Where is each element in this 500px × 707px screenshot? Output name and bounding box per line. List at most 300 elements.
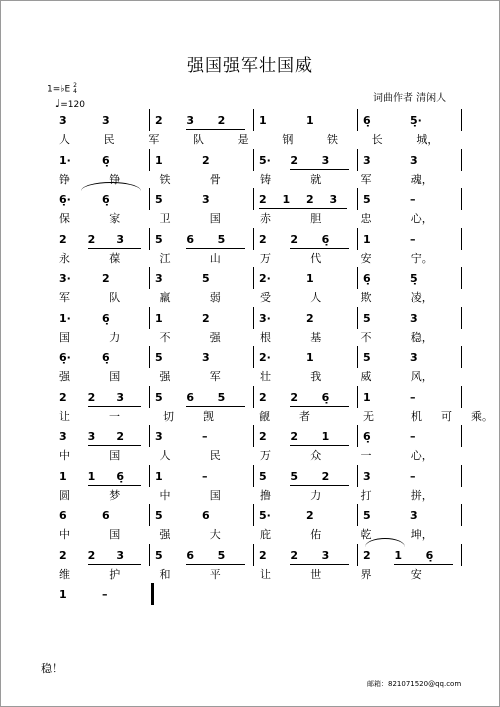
lyric: 拼， <box>410 488 433 502</box>
barline <box>461 267 462 289</box>
barline <box>357 425 358 447</box>
note: 5· <box>259 509 271 522</box>
lyric: 人 <box>59 133 70 146</box>
barline <box>149 307 150 329</box>
note: 6 <box>59 509 67 522</box>
note: 3· <box>259 311 271 325</box>
barline <box>149 228 150 250</box>
lyric-row <box>1 331 499 347</box>
lyric: 中 <box>59 528 70 541</box>
lyric: 平 <box>209 567 221 581</box>
lyric: 安 <box>410 567 422 581</box>
beam-underline <box>290 564 349 565</box>
barline <box>149 504 150 526</box>
note: 3 <box>87 430 96 443</box>
lyric: 国 <box>109 449 121 462</box>
lyric-row <box>1 252 499 268</box>
note: 2 <box>321 469 330 483</box>
note: 1 <box>59 469 67 483</box>
note: 2 <box>306 193 314 206</box>
barline <box>357 228 358 250</box>
note: 1· <box>59 153 71 167</box>
beam-underline <box>88 248 141 249</box>
note: 2 <box>202 153 210 167</box>
note: 1 <box>306 114 314 127</box>
lyric: 长 <box>371 133 383 146</box>
barline <box>357 267 358 289</box>
lyric: 护 <box>109 567 121 581</box>
note: 3 <box>410 153 418 167</box>
lyric: 心， <box>410 212 433 225</box>
notation-row <box>1 425 499 449</box>
time-den: 4 <box>73 88 77 95</box>
lyric-row <box>1 173 499 189</box>
notation-row <box>1 346 499 370</box>
lyric-row <box>1 449 499 465</box>
note: 6 <box>202 509 210 522</box>
barline <box>253 465 254 487</box>
lyric: 强 <box>159 528 171 541</box>
barline <box>461 307 462 329</box>
lyric: 壮 <box>260 370 271 383</box>
note: 3 <box>363 469 371 483</box>
barline <box>253 188 254 210</box>
beam-underline <box>394 564 453 565</box>
note: 3 <box>116 232 124 246</box>
barline <box>253 149 254 171</box>
note: 6̣ <box>321 390 330 404</box>
lyric-row <box>1 410 499 426</box>
note: 2 <box>290 153 298 167</box>
beam-underline <box>290 485 349 486</box>
lyric: 力 <box>109 330 121 344</box>
note: 2 <box>202 311 210 325</box>
note: 3 <box>59 430 67 443</box>
note: 3 <box>59 114 67 127</box>
lyric: 人 <box>310 291 322 304</box>
barline <box>149 386 150 408</box>
time-num: 2 <box>73 82 77 89</box>
barline <box>149 267 150 289</box>
lyric-row <box>1 212 499 228</box>
lyric: 铮 <box>109 172 121 186</box>
note: 6 <box>102 509 110 522</box>
notation-row <box>1 149 499 173</box>
note: 5 <box>155 232 163 246</box>
note: – <box>410 232 416 246</box>
barline <box>357 149 358 171</box>
lyric: 一 <box>360 449 372 462</box>
beam-underline <box>290 248 349 249</box>
lyric: 中 <box>159 488 171 502</box>
tempo-value: =120 <box>60 100 85 110</box>
beam-underline <box>186 129 245 130</box>
lyric: 宁。 <box>410 251 433 265</box>
lyric: 欺 <box>360 291 372 304</box>
barline <box>461 504 462 526</box>
note: 2 <box>290 430 298 443</box>
lyric: 基 <box>310 330 322 344</box>
lyric: 庇 <box>260 528 271 541</box>
note: – <box>410 469 416 483</box>
note: 5 <box>155 351 163 364</box>
note: 3 <box>410 351 418 364</box>
note: 3 <box>202 351 210 364</box>
note: 2 <box>155 114 163 127</box>
note: 6̣ <box>102 351 110 364</box>
lyric: 和 <box>159 567 171 581</box>
lyric: 军 <box>209 370 221 383</box>
lyric: 铁 <box>159 172 171 186</box>
lyric: 佑 <box>310 528 322 541</box>
lyric: 根 <box>260 330 271 344</box>
note: 5̣· <box>410 114 422 127</box>
notation-row <box>1 188 499 212</box>
note: – <box>202 430 208 443</box>
lyric: 国 <box>209 212 221 225</box>
note: 5 <box>363 193 371 206</box>
lyric-row <box>1 291 499 307</box>
lyric: 威 <box>360 370 372 383</box>
note: 3 <box>155 430 163 443</box>
note: 5 <box>202 272 210 285</box>
note: 3· <box>59 272 71 285</box>
lyric: 机 <box>411 409 422 423</box>
note: 2 <box>259 430 267 443</box>
lyric: 打 <box>360 488 372 502</box>
note: 3 <box>321 153 330 167</box>
lyric: 国 <box>59 330 70 344</box>
lyric: 军 <box>148 133 160 146</box>
note: 3 <box>410 311 418 325</box>
quarter-note-icon: ♩ <box>55 97 61 110</box>
lyric: 坤， <box>410 528 433 541</box>
lyric: 可 <box>441 409 452 423</box>
barline <box>253 109 254 131</box>
note: 5 <box>290 469 298 483</box>
lyric: 铁 <box>327 133 338 146</box>
note: 5 <box>217 548 226 562</box>
lyric: 凌， <box>410 291 433 304</box>
key-text: 1=♭E <box>47 84 71 95</box>
note: 1 <box>87 469 96 483</box>
lyric: 铮 <box>59 172 70 186</box>
note: 6̣ <box>102 311 110 325</box>
note: 5 <box>217 390 226 404</box>
barline <box>253 267 254 289</box>
note: 3 <box>321 548 330 562</box>
notation-row <box>1 267 499 291</box>
note: 2 <box>59 390 67 404</box>
barline <box>149 425 150 447</box>
lyric: 万 <box>260 449 271 462</box>
barline <box>149 465 150 487</box>
notation-row <box>1 544 499 568</box>
lyric: 军 <box>360 172 372 186</box>
note: 2 <box>259 548 267 562</box>
note: 2· <box>259 351 271 364</box>
note: 2 <box>217 114 226 127</box>
barline <box>149 346 150 368</box>
notation-row <box>1 386 499 410</box>
lyric-row <box>1 489 499 505</box>
lyric: 力 <box>310 488 322 502</box>
notation-row <box>1 228 499 252</box>
barline <box>357 465 358 487</box>
barline <box>461 188 462 210</box>
barline <box>253 504 254 526</box>
lyric: 梦 <box>109 488 121 502</box>
note: – <box>410 390 416 404</box>
beam-underline <box>88 485 141 486</box>
beam-underline <box>88 564 141 565</box>
barline <box>461 465 462 487</box>
lyric: 家 <box>109 212 121 225</box>
note: 1 <box>321 430 330 443</box>
note: 5 <box>363 509 371 522</box>
lyric: 胆 <box>310 212 322 225</box>
lyric: 强 <box>159 370 171 383</box>
note: 3 <box>102 114 110 127</box>
note: 5 <box>155 390 163 404</box>
lyric: 撸 <box>260 488 271 502</box>
lyric: 中 <box>59 449 70 462</box>
lyric: 骨 <box>209 172 221 186</box>
lyric: 万 <box>260 251 271 265</box>
note: 6 <box>186 548 194 562</box>
barline <box>357 307 358 329</box>
beam-underline <box>186 248 245 249</box>
beam-underline <box>88 406 141 407</box>
lyric: 人 <box>159 449 171 462</box>
lyric: 弱 <box>209 291 221 304</box>
note: 6̣ <box>363 272 371 285</box>
barline <box>357 544 358 566</box>
note: 2 <box>363 548 371 562</box>
note: – <box>410 193 416 206</box>
lyric: 就 <box>310 172 322 186</box>
lyric-row <box>1 370 499 386</box>
note: 2 <box>290 232 298 246</box>
note: 2 <box>290 390 298 404</box>
lyric: 钢 <box>282 133 294 146</box>
key-signature <box>47 83 77 96</box>
barline <box>253 425 254 447</box>
note: 6̣· <box>59 193 71 206</box>
note: 1 <box>59 588 67 601</box>
beam-underline <box>259 208 347 209</box>
lyric: 觎 <box>259 409 270 423</box>
note: 5 <box>155 548 163 562</box>
lyric-row <box>1 528 499 544</box>
lyric: 切 <box>163 409 174 423</box>
note: – <box>410 430 416 443</box>
barline <box>461 544 462 566</box>
lyric: 觊 <box>203 409 214 423</box>
note: 5 <box>217 232 226 246</box>
note: 2 <box>259 193 267 206</box>
author-credit: 词曲作者 清闲人 <box>373 93 447 104</box>
note: 1 <box>363 232 371 246</box>
lyric: 队 <box>109 291 121 304</box>
beam-underline <box>290 169 349 170</box>
notation-row <box>1 465 499 489</box>
lyric: 世 <box>310 567 322 581</box>
barline <box>461 346 462 368</box>
note: 6̣ <box>102 193 110 206</box>
barline <box>357 346 358 368</box>
note: 6̣ <box>102 153 110 167</box>
lyric: 队 <box>193 133 204 146</box>
lyric: 乘。 <box>471 409 493 423</box>
note: 5· <box>259 153 271 167</box>
barline <box>461 228 462 250</box>
lyric: 国 <box>109 370 121 383</box>
note: 2 <box>59 548 67 562</box>
note: 3 <box>116 548 124 562</box>
barline <box>149 188 150 210</box>
beam-underline <box>290 406 349 407</box>
lyric: 风， <box>410 370 433 383</box>
note: 3 <box>329 193 338 206</box>
lyric: 民 <box>103 133 115 146</box>
barline <box>149 149 150 171</box>
beam-underline <box>88 445 141 446</box>
final-barline <box>151 583 154 605</box>
notation-row <box>1 504 499 528</box>
notation-row <box>1 109 499 133</box>
lyric: 维 <box>59 567 70 581</box>
notation-row <box>1 307 499 331</box>
note: 6̣ <box>425 548 434 562</box>
time-signature <box>73 83 77 95</box>
barline <box>253 544 254 566</box>
beam-underline <box>290 445 349 446</box>
beam-underline <box>186 406 245 407</box>
lyric: 众 <box>310 449 322 462</box>
page-title: 强国强军壮国威 <box>187 56 313 76</box>
note: 1 <box>259 114 267 127</box>
note: 3 <box>155 272 163 285</box>
barline <box>149 109 150 131</box>
note: 1 <box>282 193 291 206</box>
lyric: 葆 <box>109 251 121 265</box>
note: 3 <box>202 193 210 206</box>
note: 5 <box>155 509 163 522</box>
lyric: 强 <box>209 330 221 344</box>
lyric: 圆 <box>59 488 70 502</box>
note: 6̣· <box>59 351 71 364</box>
lyric: 国 <box>109 528 121 541</box>
lyric-row <box>1 133 499 149</box>
lyric: 界 <box>360 567 372 581</box>
barline <box>253 346 254 368</box>
lyric: 不 <box>159 330 171 344</box>
lyric: 山 <box>209 251 221 265</box>
note: 1 <box>306 272 314 285</box>
note: 2 <box>59 232 67 246</box>
note: 2· <box>259 272 271 285</box>
lyric: 受 <box>260 291 271 304</box>
barline <box>461 425 462 447</box>
lyric-row <box>1 568 499 584</box>
note: 6 <box>186 232 194 246</box>
note: 5 <box>155 193 163 206</box>
lyric: 保 <box>59 212 70 225</box>
note: 5 <box>363 311 371 325</box>
lyric: 不 <box>360 330 372 344</box>
lyric: 让 <box>260 567 271 581</box>
note: 2 <box>306 311 314 325</box>
note: 3 <box>410 509 418 522</box>
barline <box>357 109 358 131</box>
barline <box>357 386 358 408</box>
note: 2 <box>87 548 96 562</box>
lyric: 赤 <box>260 212 271 225</box>
note: 2 <box>259 232 267 246</box>
note: 5̣ <box>410 272 418 285</box>
note: 2 <box>116 430 124 443</box>
barline <box>149 544 150 566</box>
note: 1 <box>394 548 402 562</box>
lyric: 永 <box>59 251 70 265</box>
lyric: 铸 <box>260 172 271 186</box>
lyric: 大 <box>209 528 221 541</box>
note: 1 <box>363 390 371 404</box>
lyric: 心， <box>410 449 433 462</box>
lyric: 代 <box>310 251 322 265</box>
lyric: 安 <box>360 251 372 265</box>
lyric: 军 <box>59 291 70 304</box>
barline <box>357 188 358 210</box>
note: 1 <box>155 153 163 167</box>
note: – <box>102 588 108 601</box>
lyric: 民 <box>209 449 221 462</box>
lyric: 魂， <box>410 172 433 186</box>
lyric: 江 <box>159 251 171 265</box>
barline <box>461 109 462 131</box>
note: 2 <box>259 390 267 404</box>
lyric: 城， <box>416 133 439 146</box>
lyric: 者 <box>299 409 310 423</box>
lyric: 乾 <box>360 528 372 541</box>
ending-lyric: 稳！ <box>41 662 63 675</box>
note: 2 <box>87 390 96 404</box>
note: 5 <box>259 469 267 483</box>
lyric: 是 <box>237 133 249 146</box>
lyric: 羸 <box>159 291 171 304</box>
barline <box>253 307 254 329</box>
note: 3 <box>363 153 371 167</box>
note: 6̣ <box>321 232 330 246</box>
beam-underline <box>186 564 245 565</box>
note: 6̣ <box>116 469 124 483</box>
note: 1· <box>59 311 71 325</box>
note: 1 <box>155 311 163 325</box>
lyric: 强 <box>59 370 70 383</box>
lyric: 一 <box>109 409 120 423</box>
note: 6 <box>186 390 194 404</box>
note: 5 <box>363 351 371 364</box>
notation-row <box>1 583 499 607</box>
lyric: 我 <box>310 370 322 383</box>
lyric: 让 <box>59 409 70 423</box>
note: 2 <box>290 548 298 562</box>
barline <box>253 228 254 250</box>
note: 1 <box>306 351 314 364</box>
barline <box>253 386 254 408</box>
note: 6̣ <box>363 114 371 127</box>
